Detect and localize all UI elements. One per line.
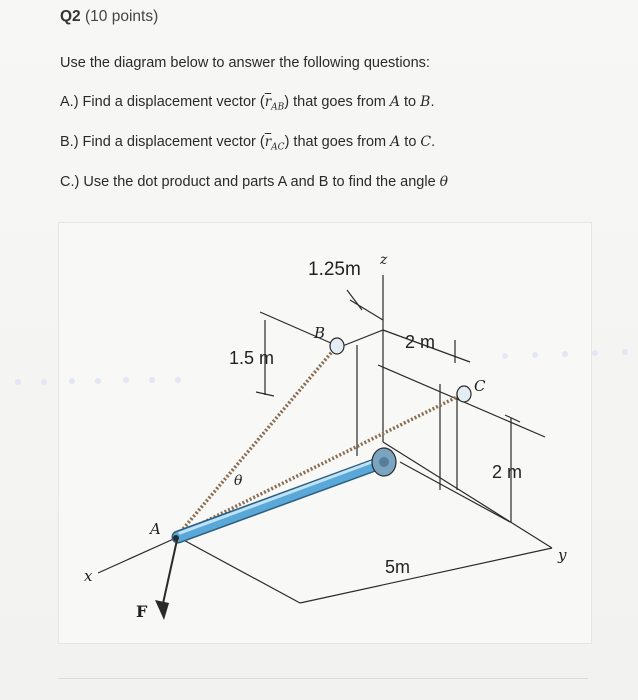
top-line-4 <box>350 300 383 320</box>
page-divider <box>58 678 588 679</box>
top-line-2 <box>340 330 383 347</box>
point-b-label: B <box>314 324 326 342</box>
part-c-text: C.) Use the dot product and parts A and B to find the angle <box>60 174 440 190</box>
ground-line-2 <box>300 548 552 603</box>
ground-line-1 <box>178 537 300 603</box>
axis-y-label: y <box>558 546 567 564</box>
dim-mid-label: 2 m <box>405 332 436 352</box>
cable-ac <box>178 394 463 535</box>
pipe <box>178 448 396 537</box>
point-c-label: C <box>474 377 486 395</box>
part-b-from: A <box>390 134 401 150</box>
question-number: Q2 <box>60 8 81 25</box>
dim-right-label: 2 m <box>492 462 523 482</box>
dim-bottom-label: 5m <box>385 557 411 577</box>
axis-z-label: z <box>380 252 388 268</box>
axis-x-label: x <box>84 567 93 585</box>
part-b-vector: $\overline{r}_{AC}$ <box>264 134 285 153</box>
force-arrow <box>155 535 179 620</box>
part-b-prefix: B.) Find a displacement vector ( <box>60 134 265 150</box>
angle-label: θ <box>234 473 243 489</box>
dim-top-arc <box>347 290 362 310</box>
part-a-from: A <box>389 94 400 110</box>
part-a-prefix: A.) Find a displacement vector ( <box>60 94 265 110</box>
point-a-label: A <box>150 520 161 538</box>
part-a-to: B <box>420 94 431 110</box>
part-b-to: C <box>420 134 432 150</box>
dim-left-label: 1.5 m <box>229 348 275 368</box>
hook-c <box>457 386 471 402</box>
ground-line-3 <box>383 442 552 548</box>
question-points: (10 points) <box>85 8 159 25</box>
x-axis-line <box>98 537 178 573</box>
part-b: B.) Find a displacement vector $(\overline{r}_{AC})$ that goes from A to C. <box>60 134 436 153</box>
part-b-mid: ) that goes from <box>284 134 391 150</box>
part-c-symbol: θ <box>439 174 449 190</box>
part-a: A.) Find a displacement vector $(\overline{r}_{AB})$ that goes from A to B. <box>60 94 435 113</box>
part-a-mid: ) that goes from <box>284 94 390 110</box>
glare-dots <box>15 349 628 385</box>
part-a-vector: $\overline{r}_{AB}$ <box>264 94 285 113</box>
force-label: F <box>136 602 148 621</box>
top-line-1 <box>260 312 340 347</box>
dim-top-label: 1.25m <box>308 259 361 280</box>
hook-b <box>330 338 344 354</box>
intro-text: Use the diagram below to answer the following questions: <box>60 55 430 71</box>
